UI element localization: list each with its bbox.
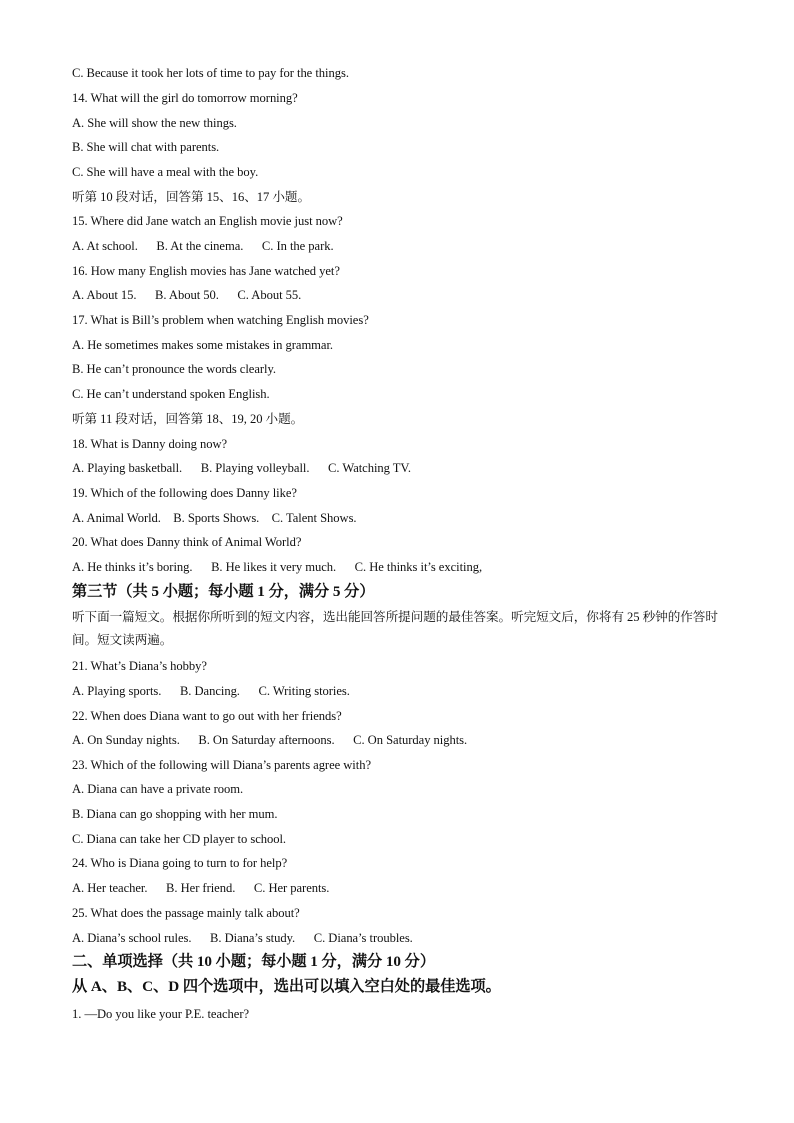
section-heading: 第三节（共 5 小题；每小题 1 分，满分 5 分）: [72, 583, 375, 600]
option-line: A. About 15. B. About 50. C. About 55.: [72, 288, 302, 302]
question-line: 20. What does Danny think of Animal World?: [72, 535, 302, 549]
option-line: A. She will show the new things.: [72, 116, 237, 130]
instruction-paragraph: 听下面一篇短文。根据你所听到的短文内容，选出能回答所提问题的最佳答案。听完短文后，你将有 25 秒钟的作答时间。短文读两遍。: [72, 610, 718, 647]
option-line: C. Diana can take her CD player to school.: [72, 832, 287, 846]
option-line: A. On Sunday nights. B. On Saturday afternoons. C. On Saturday nights.: [72, 733, 468, 747]
option-line: A. Diana’s school rules. B. Diana’s study. C. Diana’s troubles.: [72, 931, 413, 945]
question-line: 23. Which of the following will Diana’s parents agree with?: [72, 758, 371, 772]
part-heading: 二、单项选择（共 10 小题；每小题 1 分，满分 10 分）: [72, 953, 435, 970]
option-line: C. She will have a meal with the boy.: [72, 165, 259, 179]
question-line: 14. What will the girl do tomorrow morning?: [72, 91, 298, 105]
option-line: A. Playing basketball. B. Playing volleyball. C. Watching TV.: [72, 461, 411, 475]
instruction-line: 听第 10 段对话，回答第 15、16、17 小题。: [72, 190, 310, 204]
option-line: B. He can’t pronounce the words clearly.: [72, 362, 276, 376]
question-line: 22. When does Diana want to go out with her friends?: [72, 709, 342, 723]
part-instruction: 从 A、B、C、D 四个选项中，选出可以填入空白处的最佳选项。: [72, 978, 501, 995]
option-line: A. Playing sports. B. Dancing. C. Writing stories.: [72, 684, 350, 698]
question-line: 1. —Do you like your P.E. teacher?: [72, 1007, 250, 1021]
option-line: A. Diana can have a private room.: [72, 782, 244, 796]
question-line: 16. How many English movies has Jane watched yet?: [72, 264, 340, 278]
question-line: 21. What’s Diana’s hobby?: [72, 659, 207, 673]
question-line: 15. Where did Jane watch an English movie just now?: [72, 214, 343, 228]
option-line: A. Her teacher. B. Her friend. C. Her parents.: [72, 881, 330, 895]
question-line: 25. What does the passage mainly talk about?: [72, 906, 300, 920]
option-line: C. He can’t understand spoken English.: [72, 387, 270, 401]
question-line: 19. Which of the following does Danny like?: [72, 486, 297, 500]
question-line: 18. What is Danny doing now?: [72, 437, 228, 451]
option-line: C. Because it took her lots of time to pay for the things.: [72, 66, 349, 80]
option-line: A. Animal World. B. Sports Shows. C. Talent Shows.: [72, 511, 357, 525]
option-line: B. She will chat with parents.: [72, 140, 220, 154]
question-line: 17. What is Bill’s problem when watching English movies?: [72, 313, 369, 327]
option-line: A. At school. B. At the cinema. C. In the park.: [72, 239, 334, 253]
instruction-line: 听第 11 段对话，回答第 18、19, 20 小题。: [72, 412, 304, 426]
question-line: 24. Who is Diana going to turn to for help?: [72, 856, 288, 870]
option-line: A. He sometimes makes some mistakes in grammar.: [72, 338, 334, 352]
option-line: B. Diana can go shopping with her mum.: [72, 807, 278, 821]
option-line: A. He thinks it’s boring. B. He likes it very much. C. He thinks it’s exciting,: [72, 560, 483, 574]
